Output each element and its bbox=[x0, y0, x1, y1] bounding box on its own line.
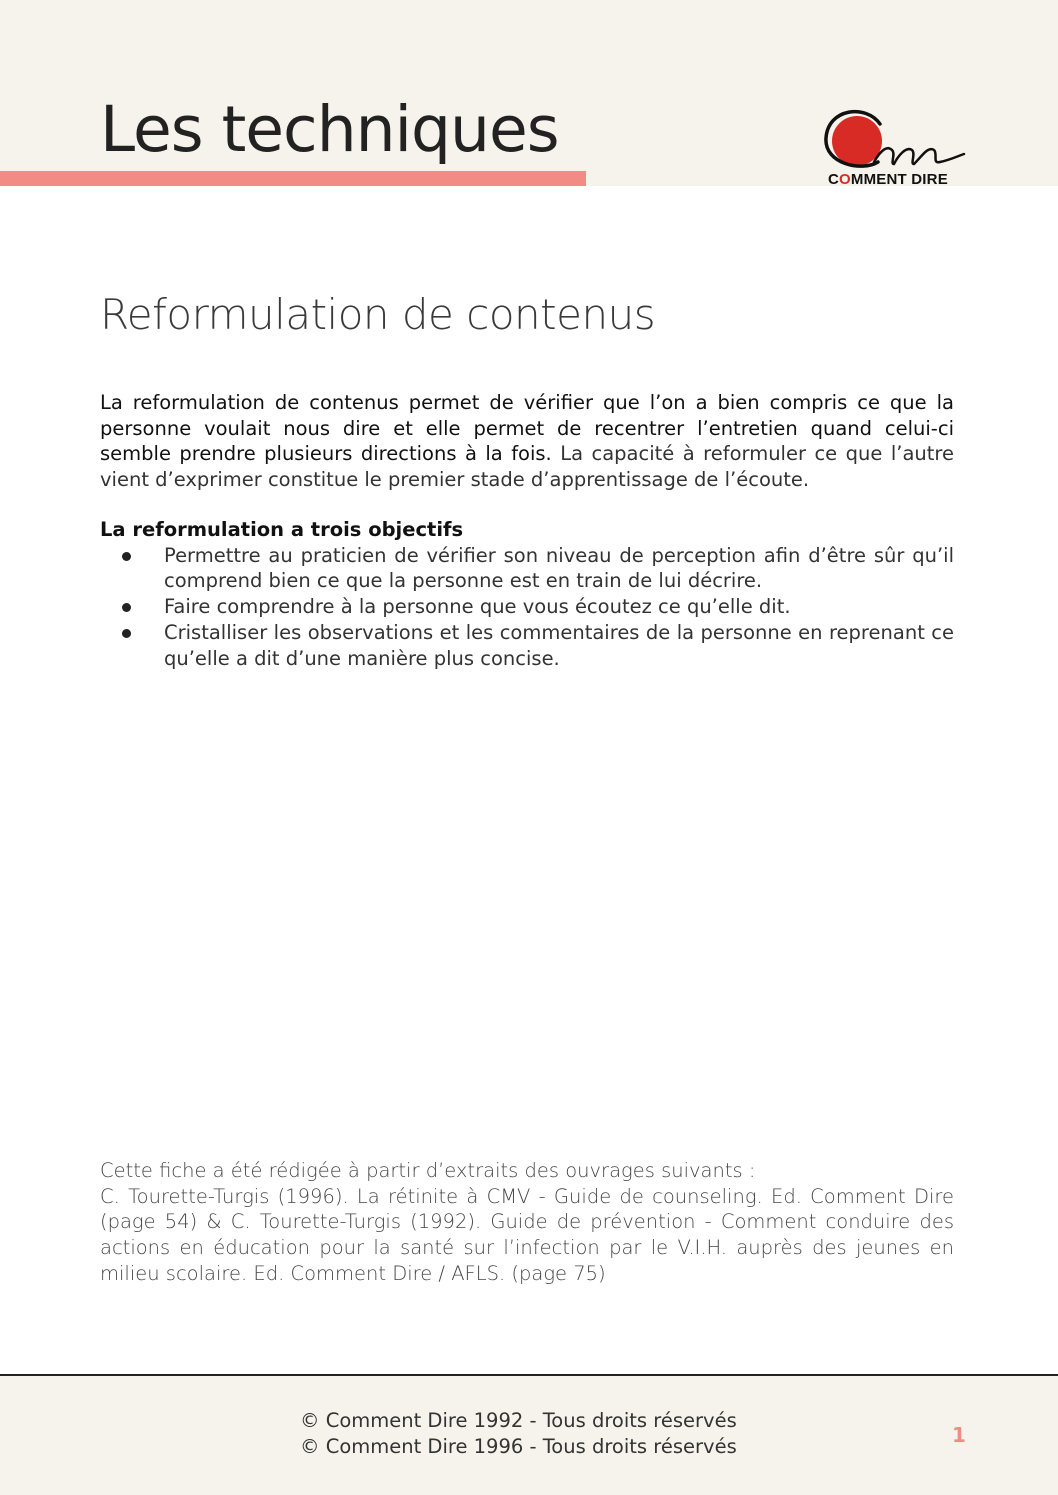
logo-mark-icon bbox=[822, 104, 966, 174]
intro-rest: La capacité à reformuler ce que l’autre vient d’exprimer constitue le premier stade d’apprentissage de l’écoute. bbox=[100, 442, 954, 492]
logo-text: COMMENT DIRE bbox=[828, 171, 948, 188]
objectives-section bbox=[100, 517, 954, 671]
title-underline bbox=[0, 171, 586, 186]
page-number: 1 bbox=[952, 1423, 966, 1447]
bullet-icon bbox=[122, 552, 131, 561]
copyright-line: © Comment Dire 1992 - Tous droits réservés bbox=[300, 1409, 737, 1432]
list-item: Permettre au praticien de vérifier son niveau de perception afin d’être sûr qu’il comprend bien ce que la personne est en train de lui décrire. bbox=[100, 543, 954, 594]
objectives-heading: La reformulation a trois objectifs bbox=[100, 518, 464, 541]
bullet-icon bbox=[122, 603, 131, 612]
sources-intro: Cette fiche a été rédigée à partir d’extraits des ouvrages suivants : bbox=[100, 1159, 756, 1182]
list-item: Faire comprendre à la personne que vous écoutez ce qu’elle dit. bbox=[100, 594, 954, 620]
copyright-notice bbox=[300, 1408, 737, 1459]
page-title: Les techniques bbox=[100, 93, 559, 166]
section-title: Reformulation de contenus bbox=[100, 290, 656, 339]
bullet-icon bbox=[122, 629, 131, 638]
comment-dire-logo bbox=[822, 104, 966, 188]
sources-references: C. Tourette-Turgis (1996). La rétinite à CMV - Guide de counseling. Ed. Comment Dire (page 54) & C. Tourette-Turgis (1992). Guide de prévention - Comment conduire des actions en éducation pour la santé sur l’infection par le V.I.H. auprès des jeunes en milieu scolaire. Ed. Comment Dire / AFLS. (page 75) bbox=[100, 1184, 954, 1285]
list-item: Cristalliser les observations et les commentaires de la personne en reprenant ce qu’elle a dit d’une manière plus concise. bbox=[100, 620, 954, 671]
sources-note bbox=[100, 1158, 954, 1287]
copyright-line: © Comment Dire 1996 - Tous droits réservés bbox=[300, 1434, 737, 1458]
objectives-list bbox=[100, 543, 954, 672]
intro-paragraph bbox=[100, 390, 954, 493]
intro-emphasis: La reformulation de contenus permet de vérifier que l’on a bien compris ce que la personne voulait nous dire et elle permet de recentrer l’entretien quand celui-ci semble prendre plusieurs directions à la fois. bbox=[100, 391, 954, 466]
